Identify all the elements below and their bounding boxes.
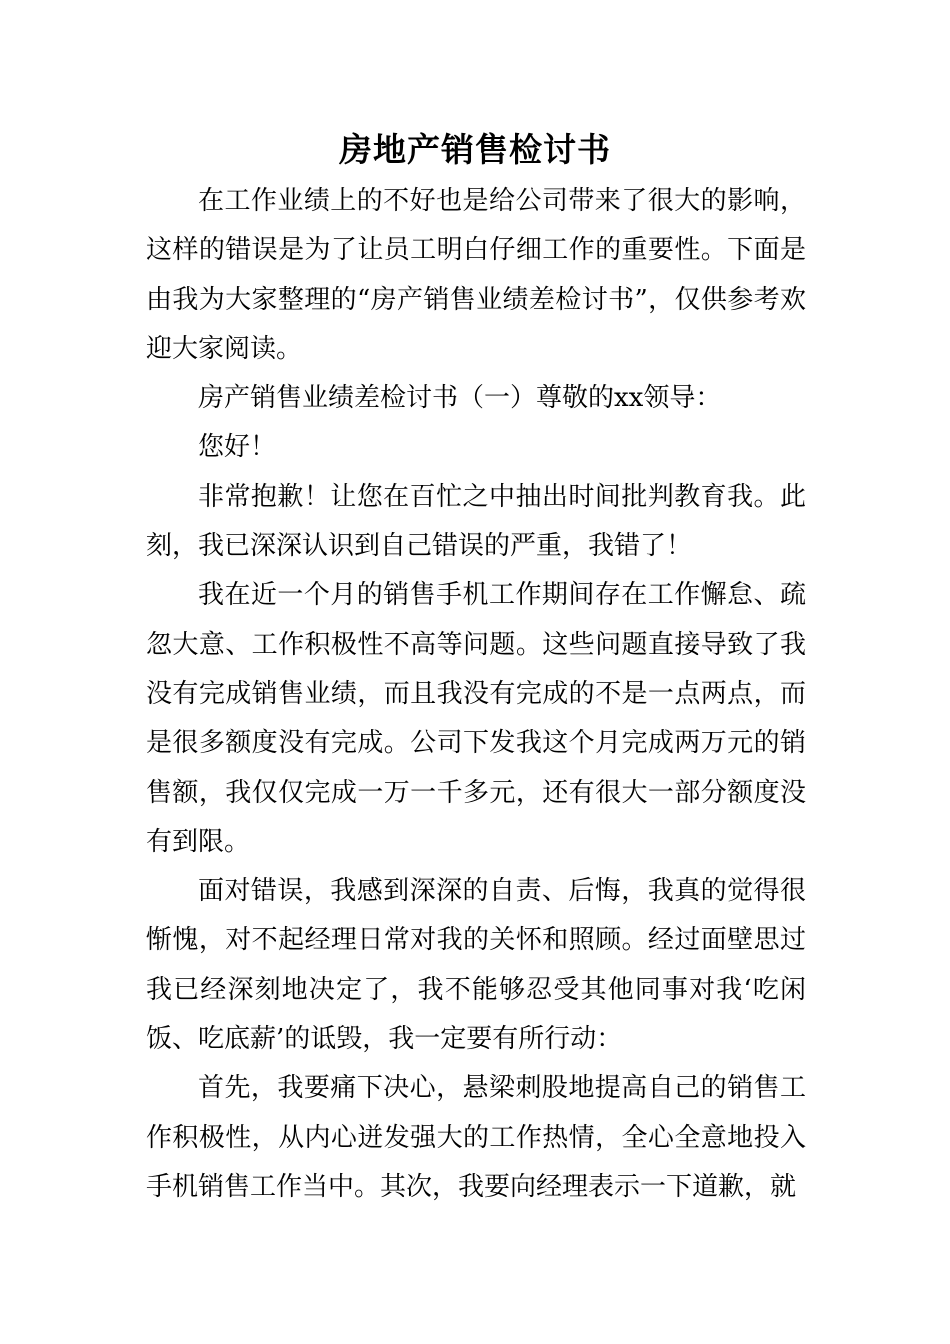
document-title: 房地产销售检讨书 <box>339 130 611 169</box>
paragraph-intro: 在工作业绩上的不好也是给公司带来了很大的影响，这样的错误是为了让员工明白仔细工作的重要性。下面是由我为大家整理的“房产销售业绩差检讨书”，仅供参考欢迎大家阅读。 <box>146 186 806 364</box>
paragraph-resolution: 首先，我要痛下决心，悬梁刺股地提高自己的销售工作积极性，从内心迸发强大的工作热情，全心全意地投入手机销售工作当中。其次，我要向经理表示一下道歉，就 <box>146 1073 806 1202</box>
paragraph-heading-salutation: 房产销售业绩差检讨书（一）尊敬的xx领导： <box>198 383 722 414</box>
paragraph-greeting: 您好！ <box>198 432 277 463</box>
document-body <box>146 177 806 1212</box>
paragraph-apology: 非常抱歉！让您在百忙之中抽出时间批判教育我。此刻，我已深深认识到自己错误的严重，我错了！ <box>146 481 806 562</box>
paragraph-remorse: 面对错误，我感到深深的自责、后悔，我真的觉得很惭愧，对不起经理日常对我的关怀和照顾。经过面壁思过我已经深刻地决定了，我不能够忍受其他同事对我‘吃闲饭、吃底薪’的诋毁，我一定要有所行动： <box>146 876 806 1055</box>
paragraph-problems: 我在近一个月的销售手机工作期间存在工作懈怠、疏忽大意、工作积极性不高等问题。这些问题直接导致了我没有完成销售业绩，而且我没有完成的不是一点两点，而是很多额度没有完成。公司下发我这个月完成两万元的销售额，我仅仅完成一万一千多元，还有很大一部分额度没有到限。 <box>146 580 806 857</box>
